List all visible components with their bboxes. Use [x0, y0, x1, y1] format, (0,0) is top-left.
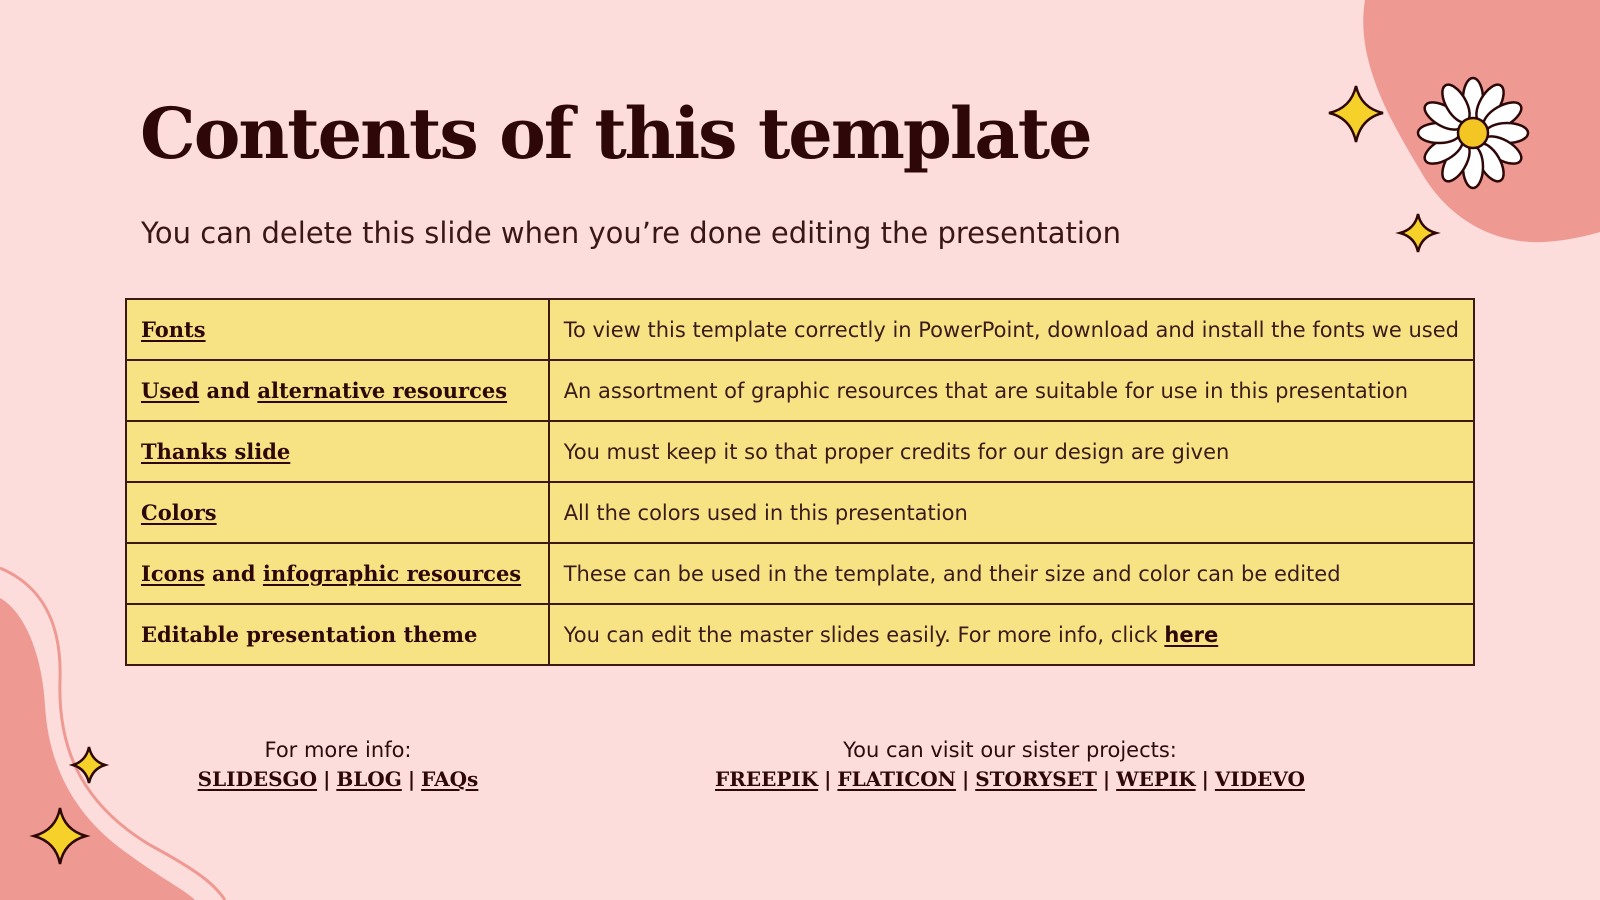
- footer-sister-projects-links: [700, 767, 1320, 791]
- alternative-resources-link[interactable]: alternative resources: [257, 378, 508, 403]
- table-row: [126, 299, 1474, 360]
- wepik-link[interactable]: WEPIK: [1116, 767, 1196, 791]
- row-key-connector: and: [206, 378, 251, 403]
- here-link[interactable]: here: [1164, 622, 1219, 647]
- row-description: [549, 604, 1474, 665]
- footer-sister-projects: [700, 738, 1320, 791]
- table-row: [126, 543, 1474, 604]
- separator: |: [1102, 767, 1111, 791]
- row-description: To view this template correctly in PowerPoint, download and install the fonts we used: [549, 299, 1474, 360]
- page-title: Contents of this template: [140, 92, 1091, 175]
- flaticon-link[interactable]: FLATICON: [837, 767, 956, 791]
- row-description: An assortment of graphic resources that are suitable for use in this presentation: [549, 360, 1474, 421]
- row-key: [126, 360, 549, 421]
- separator: |: [824, 767, 832, 791]
- colors-link[interactable]: Colors: [141, 500, 217, 525]
- videvo-link[interactable]: VIDEVO: [1214, 767, 1305, 791]
- freepik-link[interactable]: FREEPIK: [715, 767, 819, 791]
- icons-link[interactable]: Icons: [141, 561, 205, 586]
- page-subtitle: You can delete this slide when you’re done editing the presentation: [141, 216, 1122, 250]
- footer-sister-projects-heading: You can visit our sister projects:: [843, 738, 1177, 762]
- row-key-connector: and: [212, 561, 256, 586]
- table-row: [126, 421, 1474, 482]
- row-key: [126, 543, 549, 604]
- separator: |: [407, 767, 416, 791]
- fonts-link[interactable]: Fonts: [141, 317, 206, 342]
- contents-table: [125, 298, 1475, 666]
- row-description: You must keep it so that proper credits for our design are given: [549, 421, 1474, 482]
- separator: |: [961, 767, 970, 791]
- sparkle-icon: [73, 747, 105, 783]
- row-description: All the colors used in this presentation: [549, 482, 1474, 543]
- table-row: [126, 482, 1474, 543]
- infographic-resources-link[interactable]: infographic resources: [262, 561, 522, 586]
- separator: |: [323, 767, 331, 791]
- faqs-link[interactable]: FAQs: [421, 767, 479, 791]
- table-row: [126, 604, 1474, 665]
- row-description-text: You can edit the master slides easily. For more info, click: [563, 622, 1158, 647]
- row-key: [126, 421, 549, 482]
- storyset-link[interactable]: STORYSET: [975, 767, 1097, 791]
- thanks-slide-link[interactable]: Thanks slide: [141, 439, 291, 464]
- footer-more-info-links: [168, 767, 508, 791]
- row-key: [126, 299, 549, 360]
- sparkle-icon: [1329, 86, 1383, 142]
- footer-more-info-heading: For more info:: [264, 738, 412, 762]
- used-resources-link[interactable]: Used: [141, 378, 200, 403]
- row-description: These can be used in the template, and their size and color can be edited: [549, 543, 1474, 604]
- row-key: [126, 482, 549, 543]
- slidesgo-link[interactable]: SLIDESGO: [197, 767, 318, 791]
- separator: |: [1201, 767, 1209, 791]
- row-key: [126, 604, 549, 665]
- sparkle-icon: [1400, 214, 1436, 252]
- blog-link[interactable]: BLOG: [336, 767, 402, 791]
- editable-theme-label: Editable presentation theme: [141, 622, 478, 647]
- table-row: [126, 360, 1474, 421]
- footer-more-info: [168, 738, 508, 791]
